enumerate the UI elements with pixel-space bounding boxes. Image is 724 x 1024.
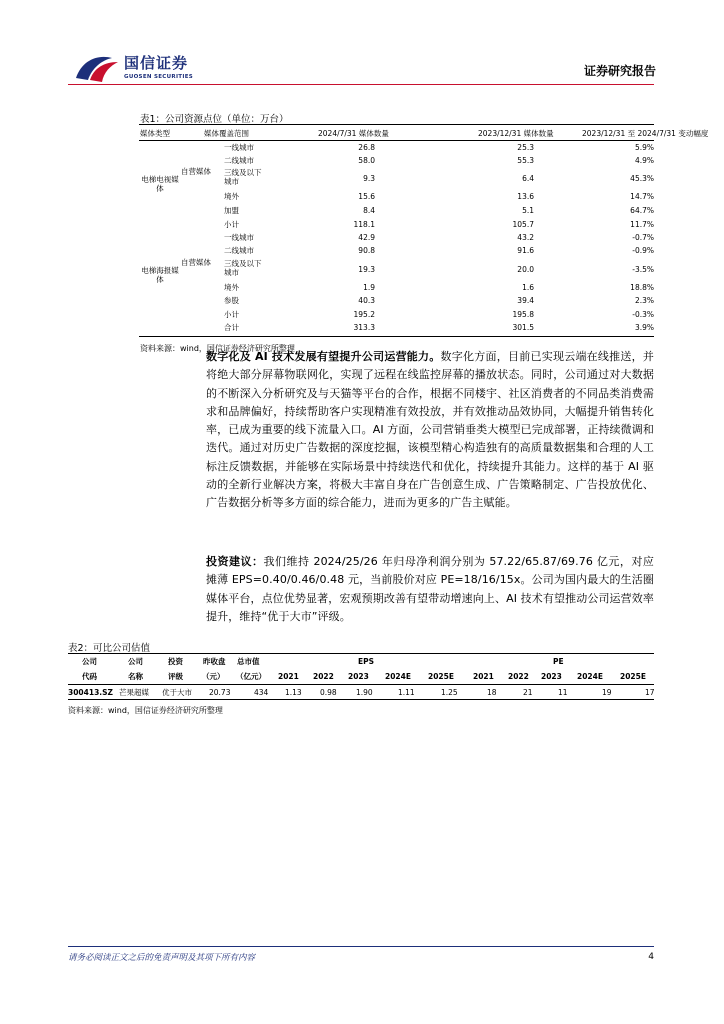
table1-v2023: 13.6: [517, 192, 534, 201]
brand-name-en: GUOSEN SECURITIES: [124, 74, 194, 80]
table2-cell: 20.73: [209, 688, 231, 697]
table1-subgroup: 自营媒体: [181, 258, 211, 267]
table1-change: -3.5%: [632, 265, 654, 274]
table2-cell: 1.25: [441, 688, 458, 697]
table1-col-header: 2023/12/31 媒体数量: [478, 129, 554, 138]
table1-v2024: 15.6: [358, 192, 375, 201]
table1-header-rule: [139, 140, 654, 141]
table1-change: 4.9%: [634, 156, 654, 165]
table2-header: 2023: [541, 672, 562, 681]
table2-header: EPS: [358, 657, 375, 666]
brand-mark-icon: [72, 50, 124, 86]
table2-cell: 1.90: [356, 688, 373, 697]
table2-header: 2022: [313, 672, 334, 681]
table1-scope: 境外: [224, 283, 239, 292]
table2-header: 昨收盘: [203, 657, 226, 666]
table1-change: 11.7%: [630, 220, 654, 229]
table2-cell: 300413.SZ: [68, 688, 113, 697]
table1-v2024: 19.3: [358, 265, 375, 274]
table1-col-header: 媒体类型: [140, 129, 170, 138]
table1-v2023: 43.2: [517, 233, 534, 242]
table1-change: 18.8%: [630, 283, 654, 292]
table2-cell: 1.11: [398, 688, 415, 697]
table1-scope: 加盟: [224, 206, 239, 215]
table1-subgroup: 自营媒体: [181, 167, 211, 176]
table2-header: 总市值: [237, 657, 260, 666]
table2-source: 资料来源：wind，国信证券经济研究所整理: [68, 706, 223, 715]
table2-header: （元）: [202, 672, 225, 681]
table1-v2024: 40.3: [358, 296, 375, 305]
table1-title: 表1：公司资源点位（单位：万台）: [140, 114, 289, 125]
table2-header: 公司: [82, 657, 97, 666]
table1-v2023: 91.6: [517, 246, 534, 255]
table1-v2024: 58.0: [358, 156, 375, 165]
header-divider: [68, 84, 654, 85]
table2-header: 2021: [473, 672, 494, 681]
table1-change: -0.9%: [632, 246, 654, 255]
table1-v2024: 1.9: [363, 283, 375, 292]
paragraph-digital-ai: [206, 348, 654, 513]
table1-v2024: 118.1: [353, 220, 375, 229]
table2-header: 2023: [348, 672, 369, 681]
report-type: 证券研究报告: [583, 64, 656, 78]
table1-change: 2.3%: [634, 296, 654, 305]
table2-cell: 优于大市: [162, 688, 192, 697]
table2-cell: 1.13: [285, 688, 302, 697]
table2-header: （亿元）: [236, 672, 266, 681]
table1-scope: 一线城市: [224, 143, 254, 152]
table1-v2023: 20.0: [517, 265, 534, 274]
table2-bottom-rule: [68, 699, 654, 700]
table1-change: 45.3%: [630, 174, 654, 183]
table2-cell: 17: [645, 688, 655, 697]
table2-title: 表2：可比公司估值: [68, 643, 151, 654]
table1-v2023: 195.8: [512, 310, 534, 319]
table1-scope: 小计: [224, 220, 239, 229]
table1-change: -0.7%: [632, 233, 654, 242]
table2-cell: 11: [558, 688, 568, 697]
table2-header: 2024E: [577, 672, 603, 681]
table2-header: 名称: [128, 672, 143, 681]
table1-scope: 二线城市: [224, 156, 254, 165]
table1-col-header: 2023/12/31 至 2024/7/31 变动幅度: [582, 129, 709, 138]
table1-bottom-rule: [139, 336, 654, 337]
table2-header-rule: [68, 684, 654, 685]
brand-name-cn: 国信证券: [124, 54, 189, 72]
table2-header: 2021: [278, 672, 299, 681]
table1-media-type: 电梯电视媒体: [141, 175, 179, 193]
paragraph-investment: [206, 553, 654, 626]
table2-header: PE: [553, 657, 564, 666]
table1-v2023: 301.5: [512, 323, 534, 332]
table1-change: 14.7%: [630, 192, 654, 201]
table1-v2023: 105.7: [512, 220, 534, 229]
table1-col-header: 媒体覆盖范围: [204, 129, 249, 138]
table1-scope: 二线城市: [224, 246, 254, 255]
table1-v2023: 39.4: [517, 296, 534, 305]
table1-v2024: 9.3: [363, 174, 375, 183]
table1-v2024: 195.2: [353, 310, 375, 319]
table1-v2023: 6.4: [522, 174, 534, 183]
table1-source: 资料来源：wind，国信证券经济研究所整理: [140, 344, 295, 353]
table1-v2023: 5.1: [522, 206, 534, 215]
table1-scope: 三线及以下城市: [224, 259, 262, 277]
footer-divider: [68, 946, 654, 947]
table1-change: 5.9%: [634, 143, 654, 152]
paragraph-body: 我们维持 2024/25/26 年归母净利润分别为 57.22/65.87/69.76 亿元，对应摊薄 EPS=0.40/0.46/0.48 元，当前股价对应 PE=18/16/15x。公司为国内最大的生活圈媒体平台，点位优势显著，宏观预期改善有望带动增速向上、AI 技术有望推动公司运营效率提升，维持“优于大市”评级。: [206, 555, 655, 623]
table1-v2023: 1.6: [522, 283, 534, 292]
table1-v2023: 25.3: [517, 143, 534, 152]
page-number: 4: [648, 952, 654, 962]
paragraph-body: 数字化方面，目前已实现云端在线推送，并将绝大部分屏幕物联网化，实现了远程在线监控屏幕的播放状态。同时，公司通过对大数据的不断深入分析研究及与天猫等平台的合作，根据不同楼宇、社区消费者的不同品类消费需求和品牌偏好，持续帮助客户实现精准有效投放，并有效推动品效协同，大幅提升销售转化率，已成为重要的线下流量入口。AI 方面，公司营销垂类大模型已完成部署，正持续微调和迭代。通过对历史广告数据的深度挖掘，该模型精心构造独有的高质量数据集和合理的人工标注反馈数据，并能够在实际场景中持续迭代和优化，持续提升其能力。这样的基于 AI 驱动的全新行业解决方案，将极大丰富自身在广告创意生成、广告策略制定、广告投放优化、广告数据分析等多方面的综合能力，进而为更多的广告主赋能。: [206, 350, 654, 510]
table1-scope: 小计: [224, 310, 239, 319]
table1-change: -0.3%: [632, 310, 654, 319]
table2-top-rule: [68, 653, 654, 654]
table2-header: 代码: [82, 672, 97, 681]
table1-col-header: 2024/7/31 媒体数量: [318, 129, 389, 138]
table1-v2024: 42.9: [358, 233, 375, 242]
table1-change: 3.9%: [634, 323, 654, 332]
table2-header: 2022: [508, 672, 529, 681]
table2-cell: 0.98: [320, 688, 337, 697]
table2-header: 2024E: [385, 672, 411, 681]
table1-v2024: 313.3: [353, 323, 375, 332]
table1-change: 64.7%: [630, 206, 654, 215]
table1-v2024: 8.4: [363, 206, 375, 215]
table2-header: 2025E: [428, 672, 454, 681]
table1-v2023: 55.3: [517, 156, 534, 165]
table1-media-type: 电梯海报媒体: [141, 266, 179, 284]
paragraph-lead: 投资建议：: [206, 555, 264, 568]
footer-disclaimer: 请务必阅读正文之后的免责声明及其项下所有内容: [68, 953, 256, 963]
table1-scope: 合计: [224, 323, 239, 332]
table2-cell: 19: [602, 688, 612, 697]
table1-v2024: 90.8: [358, 246, 375, 255]
table1-scope: 境外: [224, 192, 239, 201]
paragraph-lead: 数字化及 AI 技术发展有望提升公司运营能力。: [206, 350, 441, 363]
table2-cell: 21: [523, 688, 533, 697]
table1-scope: 三线及以下城市: [224, 168, 262, 186]
table1-top-rule: [139, 124, 654, 125]
table2-header: 投资: [168, 657, 183, 666]
table2-cell: 18: [487, 688, 497, 697]
table1-scope: 参股: [224, 296, 239, 305]
table1-scope: 一线城市: [224, 233, 254, 242]
table1-v2024: 26.8: [358, 143, 375, 152]
table2-cell: 芒果超媒: [119, 688, 149, 697]
table2-header: 评级: [168, 672, 183, 681]
table2-header: 2025E: [620, 672, 646, 681]
table2-cell: 434: [254, 688, 269, 697]
table2-header: 公司: [128, 657, 143, 666]
